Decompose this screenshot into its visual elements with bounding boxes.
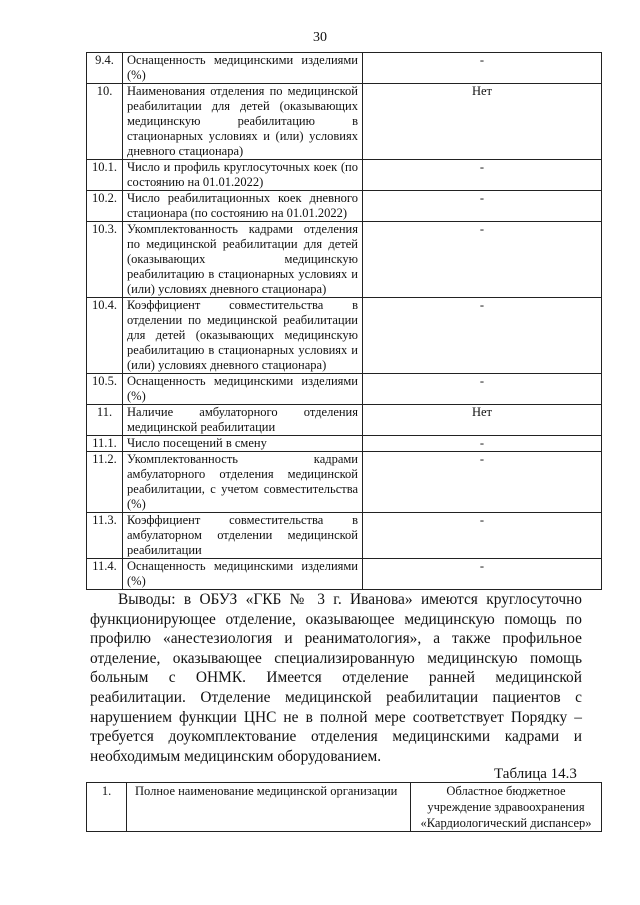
row-value: - xyxy=(363,160,602,191)
row-indicator: Число и профиль круглосуточных коек (по состоянию на 01.01.2022) xyxy=(123,160,363,191)
row-indicator: Коэффициент совместительства в отделении по медицинской реабилитации для детей (оказывающих медицинскую реабилитацию в стационарных условиях и (или) условиях дневного стационара) xyxy=(123,298,363,374)
indicators-table xyxy=(86,52,602,590)
row-number: 11. xyxy=(87,405,123,436)
row-indicator: Оснащенность медицинскими изделиями (%) xyxy=(123,559,363,590)
table-row xyxy=(87,783,602,832)
table-row xyxy=(87,53,602,84)
table-row xyxy=(87,513,602,559)
row-value: - xyxy=(363,298,602,374)
table-row xyxy=(87,405,602,436)
row-indicator: Число посещений в смену xyxy=(123,436,363,452)
row-value: - xyxy=(363,374,602,405)
row-indicator: Число реабилитационных коек дневного стационара (по состоянию на 01.01.2022) xyxy=(123,191,363,222)
row-number: 11.1. xyxy=(87,436,123,452)
row-value: - xyxy=(363,436,602,452)
table-row xyxy=(87,374,602,405)
row-value: - xyxy=(363,191,602,222)
table-row xyxy=(87,452,602,513)
row-number: 10.1. xyxy=(87,160,123,191)
row-number: 11.4. xyxy=(87,559,123,590)
row-value: Нет xyxy=(363,405,602,436)
row-value: - xyxy=(363,559,602,590)
row-number: 11.2. xyxy=(87,452,123,513)
row-value: Областное бюджетное учреждение здравоохранения «Кардиологический диспансер» xyxy=(411,783,602,832)
row-indicator: Оснащенность медицинскими изделиями (%) xyxy=(123,53,363,84)
table-row xyxy=(87,160,602,191)
organization-table xyxy=(86,782,602,832)
row-number: 10.4. xyxy=(87,298,123,374)
row-number: 10.3. xyxy=(87,222,123,298)
row-number: 10. xyxy=(87,84,123,160)
row-value: - xyxy=(363,222,602,298)
row-value: - xyxy=(363,53,602,84)
row-value: - xyxy=(363,513,602,559)
row-indicator: Укомплектованность кадрами отделения по медицинской реабилитации для детей (оказывающих медицинскую реабилитацию в стационарных условиях и (или) условиях дневного стационара) xyxy=(123,222,363,298)
row-value: - xyxy=(363,452,602,513)
table-row xyxy=(87,222,602,298)
row-number: 9.4. xyxy=(87,53,123,84)
row-number: 11.3. xyxy=(87,513,123,559)
row-number: 10.2. xyxy=(87,191,123,222)
table-caption: Таблица 14.3 xyxy=(494,766,577,782)
row-indicator: Оснащенность медицинскими изделиями (%) xyxy=(123,374,363,405)
row-indicator: Коэффициент совместительства в амбулаторном отделении медицинской реабилитации xyxy=(123,513,363,559)
table-row xyxy=(87,436,602,452)
row-value: Нет xyxy=(363,84,602,160)
conclusions-paragraph: Выводы: в ОБУЗ «ГКБ № 3 г. Иванова» имеются круглосуточно функционирующее отделение, оказывающее медицинскую помощь по профилю «анестезиология и реаниматология», а также профильное отделение, оказывающее специализированную медицинскую помощь больным с ОНМК. Имеется отделение ранней медицинской реабилитации. Отделение медицинской реабилитации пациентов с нарушением функции ЦНС не в полной мере соответствует Порядку – требуется доукомплектование отделения медицинскими кадрами и необходимым медицинским оборудованием. xyxy=(90,591,582,765)
table-row xyxy=(87,559,602,590)
page-number: 30 xyxy=(313,30,327,45)
table-row xyxy=(87,298,602,374)
row-indicator: Полное наименование медицинской организации xyxy=(127,783,411,832)
row-indicator: Наличие амбулаторного отделения медицинской реабилитации xyxy=(123,405,363,436)
row-indicator: Укомплектованность кадрами амбулаторного отделения медицинской реабилитации, с учетом совместительства (%) xyxy=(123,452,363,513)
row-number: 1. xyxy=(87,783,127,832)
table-row xyxy=(87,84,602,160)
row-number: 10.5. xyxy=(87,374,123,405)
table-row xyxy=(87,191,602,222)
row-indicator: Наименования отделения по медицинской реабилитации для детей (оказывающих медицинскую реабилитацию в стационарных условиях и (или) условиях дневного стационара) xyxy=(123,84,363,160)
